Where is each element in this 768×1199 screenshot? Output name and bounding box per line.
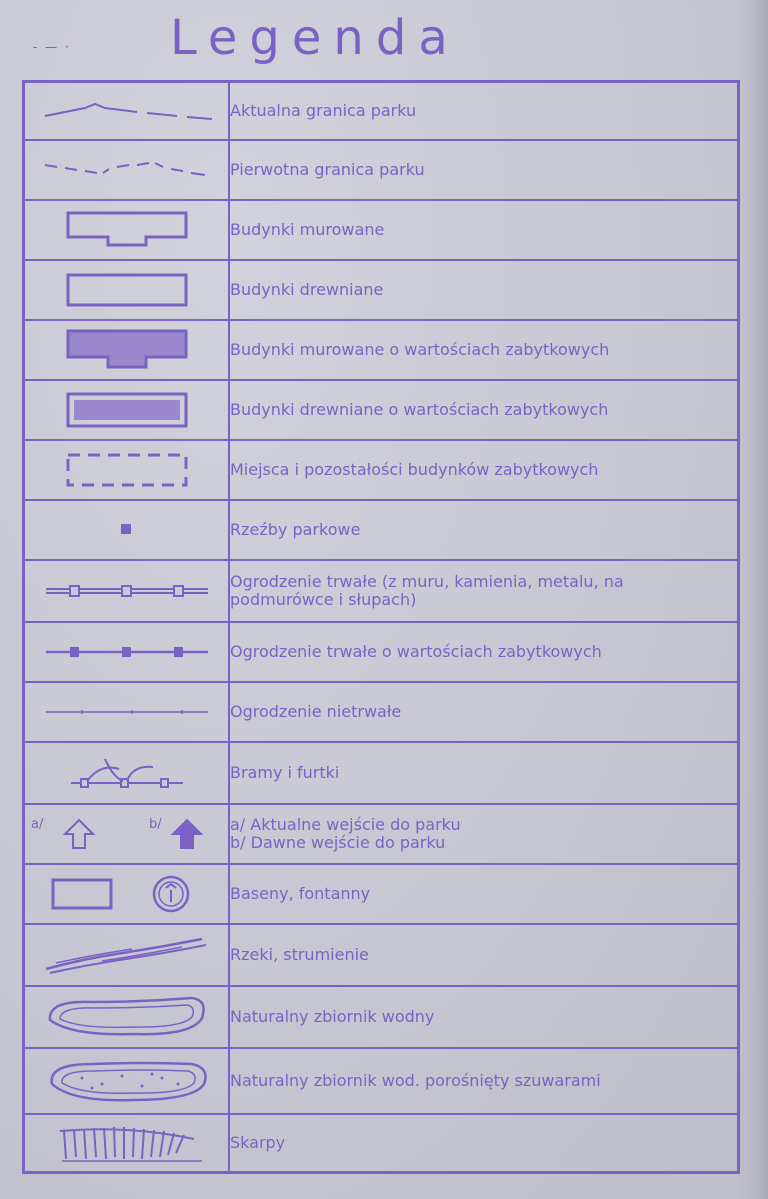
legend-label: Pierwotna granica parku (230, 160, 425, 179)
wooden-building-icon (62, 269, 192, 311)
building-remains-icon (62, 449, 192, 491)
brick-building-icon (62, 209, 192, 251)
legend-row (24, 560, 739, 622)
legend-row (24, 864, 739, 924)
historic-fence-icon (42, 640, 212, 664)
reed-pond-icon (42, 1054, 212, 1108)
legend-label: Ogrodzenie trwałe o wartościach zabytkowych (230, 642, 602, 661)
temporary-fence-icon (42, 702, 212, 722)
legend-row (24, 622, 739, 682)
legend-label: Bramy i furtki (230, 763, 340, 782)
historic-wooden-building-icon (62, 389, 192, 431)
natural-pond-icon (42, 992, 212, 1042)
gate-icon (67, 755, 187, 791)
paper-edge (738, 0, 768, 1199)
legend-row (24, 682, 739, 742)
river-icon (42, 933, 212, 977)
legend-label: Budynki drewniane o wartościach zabytkowych (230, 400, 609, 419)
legend-label: Miejsca i pozostałości budynków zabytkowych (230, 460, 599, 479)
legend-row (24, 1114, 739, 1173)
corner-mark: - — · (33, 40, 71, 54)
page-title: Legenda (170, 10, 460, 66)
legend-row (24, 804, 739, 864)
legend-label: Budynki murowane o wartościach zabytkowych (230, 340, 610, 359)
legend-row (24, 140, 739, 200)
entrance-arrow-icon (27, 812, 227, 856)
legend-label: a/ Aktualne wejście do parku (230, 815, 461, 834)
legend-row (24, 200, 739, 260)
pool-fountain-icon (47, 872, 207, 916)
legend-label-continued: b/ Dawne wejście do parku (230, 833, 446, 852)
legend-row (24, 260, 739, 320)
legend-row (24, 924, 739, 986)
legend-label: Budynki drewniane (230, 280, 384, 299)
permanent-fence-icon (42, 579, 212, 603)
legend-row (24, 320, 739, 380)
legend-table (22, 80, 740, 1174)
legend-row (24, 82, 739, 141)
entrance-a-mark: a/ (30, 817, 43, 832)
original-park-border-icon (37, 155, 217, 185)
current-park-border-icon (37, 96, 217, 126)
legend-row (24, 742, 739, 804)
historic-brick-building-icon (62, 327, 192, 373)
escarpment-icon (52, 1121, 202, 1165)
legend-label: Rzeźby parkowe (230, 520, 361, 539)
legend-row (24, 380, 739, 440)
legend-label-continued: podmurówce i słupach) (230, 590, 417, 609)
entrance-b-mark: b/ (148, 817, 162, 832)
sculpture-icon (107, 515, 147, 545)
legend-label: Rzeki, strumienie (230, 945, 369, 964)
legend-row (24, 440, 739, 500)
legend-label: Skarpy (230, 1133, 286, 1152)
legend-label: Baseny, fontanny (230, 884, 371, 903)
legend-label: Budynki murowane (230, 220, 385, 239)
legend-label: Naturalny zbiornik wodny (230, 1007, 435, 1026)
legend-label: Aktualna granica parku (230, 101, 417, 120)
legend-label: Ogrodzenie trwałe (z muru, kamienia, metalu, na (230, 572, 624, 591)
legend-row (24, 500, 739, 560)
legend-row (24, 1048, 739, 1114)
legend-label: Naturalny zbiornik wod. porośnięty szuwarami (230, 1071, 601, 1090)
legend-label: Ogrodzenie nietrwałe (230, 702, 402, 721)
legend-row (24, 986, 739, 1048)
